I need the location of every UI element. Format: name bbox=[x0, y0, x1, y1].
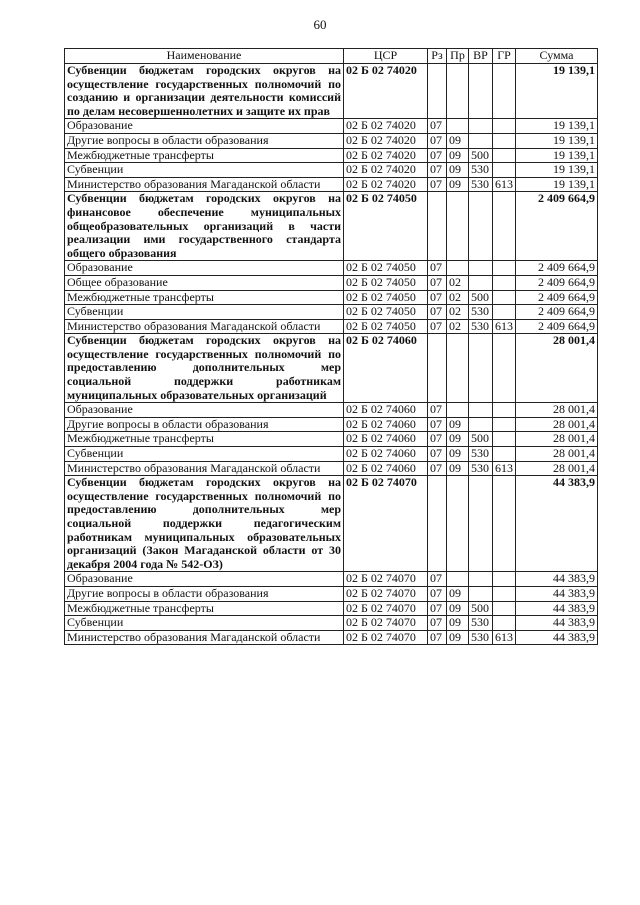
cell-csr: 02 Б 02 74060 bbox=[344, 417, 428, 432]
cell-rz: 07 bbox=[428, 461, 447, 476]
cell-pr: 09 bbox=[447, 148, 469, 163]
cell-gr bbox=[493, 133, 516, 148]
cell-gr bbox=[493, 403, 516, 418]
cell-vr: 500 bbox=[469, 601, 493, 616]
cell-sum: 44 383,9 bbox=[516, 572, 598, 587]
cell-sum: 19 139,1 bbox=[516, 163, 598, 178]
cell-rz: 07 bbox=[428, 586, 447, 601]
cell-rz: 07 bbox=[428, 616, 447, 631]
cell-name: Министерство образования Магаданской области bbox=[65, 461, 344, 476]
cell-csr: 02 Б 02 74050 bbox=[344, 319, 428, 334]
table-row bbox=[65, 572, 598, 587]
cell-csr: 02 Б 02 74060 bbox=[344, 334, 428, 403]
header-gr: ГР bbox=[493, 49, 516, 64]
cell-name: Министерство образования Магаданской области bbox=[65, 319, 344, 334]
cell-gr bbox=[493, 447, 516, 462]
cell-gr bbox=[493, 417, 516, 432]
cell-gr bbox=[493, 305, 516, 320]
cell-gr bbox=[493, 616, 516, 631]
cell-vr bbox=[469, 119, 493, 134]
cell-sum: 2 409 664,9 bbox=[516, 275, 598, 290]
cell-rz: 07 bbox=[428, 148, 447, 163]
cell-name: Общее образование bbox=[65, 275, 344, 290]
cell-pr bbox=[447, 192, 469, 261]
cell-pr: 09 bbox=[447, 601, 469, 616]
cell-csr: 02 Б 02 74020 bbox=[344, 148, 428, 163]
cell-pr: 09 bbox=[447, 177, 469, 192]
cell-vr bbox=[469, 261, 493, 276]
table-row bbox=[65, 163, 598, 178]
table-row bbox=[65, 290, 598, 305]
header-csr: ЦСР bbox=[344, 49, 428, 64]
cell-rz: 07 bbox=[428, 601, 447, 616]
cell-name: Образование bbox=[65, 403, 344, 418]
cell-rz: 07 bbox=[428, 290, 447, 305]
cell-rz bbox=[428, 476, 447, 572]
cell-vr bbox=[469, 133, 493, 148]
cell-sum: 2 409 664,9 bbox=[516, 319, 598, 334]
cell-pr: 09 bbox=[447, 461, 469, 476]
cell-vr: 530 bbox=[469, 461, 493, 476]
cell-rz: 07 bbox=[428, 319, 447, 334]
cell-gr bbox=[493, 192, 516, 261]
table-row bbox=[65, 177, 598, 192]
cell-vr bbox=[469, 476, 493, 572]
header-sum: Сумма bbox=[516, 49, 598, 64]
cell-pr: 02 bbox=[447, 319, 469, 334]
cell-name: Субвенции бюджетам городских округов на осуществление государственных полномочий по предоставлению дополнительных мер социальной поддержки работникам муниципальных образовательных организаций bbox=[65, 334, 344, 403]
cell-csr: 02 Б 02 74020 bbox=[344, 177, 428, 192]
cell-sum: 44 383,9 bbox=[516, 601, 598, 616]
cell-sum: 19 139,1 bbox=[516, 177, 598, 192]
cell-name: Образование bbox=[65, 572, 344, 587]
cell-rz: 07 bbox=[428, 275, 447, 290]
table-body bbox=[65, 64, 598, 645]
cell-sum: 2 409 664,9 bbox=[516, 261, 598, 276]
cell-name: Межбюджетные трансферты bbox=[65, 601, 344, 616]
header-vr: ВР bbox=[469, 49, 493, 64]
cell-rz: 07 bbox=[428, 447, 447, 462]
table-row bbox=[65, 447, 598, 462]
table-row bbox=[65, 630, 598, 645]
cell-vr: 530 bbox=[469, 447, 493, 462]
cell-rz: 07 bbox=[428, 119, 447, 134]
cell-vr bbox=[469, 192, 493, 261]
cell-vr: 530 bbox=[469, 319, 493, 334]
cell-vr: 530 bbox=[469, 630, 493, 645]
cell-sum: 28 001,4 bbox=[516, 403, 598, 418]
cell-sum: 28 001,4 bbox=[516, 417, 598, 432]
cell-pr bbox=[447, 572, 469, 587]
cell-vr: 530 bbox=[469, 163, 493, 178]
cell-name: Министерство образования Магаданской области bbox=[65, 630, 344, 645]
cell-vr: 500 bbox=[469, 148, 493, 163]
table-header bbox=[65, 49, 598, 64]
cell-rz: 07 bbox=[428, 403, 447, 418]
cell-gr: 613 bbox=[493, 630, 516, 645]
table-row bbox=[65, 119, 598, 134]
cell-rz bbox=[428, 334, 447, 403]
cell-csr: 02 Б 02 74070 bbox=[344, 601, 428, 616]
cell-rz: 07 bbox=[428, 177, 447, 192]
cell-sum: 19 139,1 bbox=[516, 119, 598, 134]
cell-pr bbox=[447, 476, 469, 572]
cell-pr: 09 bbox=[447, 586, 469, 601]
cell-sum: 2 409 664,9 bbox=[516, 305, 598, 320]
table-row bbox=[65, 616, 598, 631]
cell-csr: 02 Б 02 74060 bbox=[344, 403, 428, 418]
cell-pr: 02 bbox=[447, 290, 469, 305]
table-row bbox=[65, 417, 598, 432]
cell-pr: 09 bbox=[447, 432, 469, 447]
cell-vr: 500 bbox=[469, 290, 493, 305]
header-row bbox=[65, 49, 598, 64]
cell-sum: 44 383,9 bbox=[516, 586, 598, 601]
cell-vr: 530 bbox=[469, 177, 493, 192]
cell-pr bbox=[447, 119, 469, 134]
cell-pr bbox=[447, 261, 469, 276]
cell-vr: 530 bbox=[469, 616, 493, 631]
cell-pr: 02 bbox=[447, 305, 469, 320]
cell-csr: 02 Б 02 74070 bbox=[344, 572, 428, 587]
cell-pr: 09 bbox=[447, 630, 469, 645]
header-name: Наименование bbox=[65, 49, 344, 64]
cell-gr: 613 bbox=[493, 177, 516, 192]
cell-vr bbox=[469, 275, 493, 290]
cell-name: Субвенции bbox=[65, 305, 344, 320]
cell-vr bbox=[469, 572, 493, 587]
cell-csr: 02 Б 02 74050 bbox=[344, 261, 428, 276]
cell-gr bbox=[493, 432, 516, 447]
cell-rz bbox=[428, 64, 447, 119]
cell-sum: 19 139,1 bbox=[516, 64, 598, 119]
budget-table bbox=[64, 48, 598, 645]
cell-csr: 02 Б 02 74060 bbox=[344, 461, 428, 476]
cell-csr: 02 Б 02 74050 bbox=[344, 192, 428, 261]
cell-sum: 19 139,1 bbox=[516, 148, 598, 163]
cell-vr bbox=[469, 417, 493, 432]
cell-pr bbox=[447, 403, 469, 418]
cell-gr bbox=[493, 148, 516, 163]
cell-sum: 28 001,4 bbox=[516, 334, 598, 403]
cell-sum: 44 383,9 bbox=[516, 630, 598, 645]
cell-rz: 07 bbox=[428, 630, 447, 645]
cell-pr: 09 bbox=[447, 417, 469, 432]
cell-name: Образование bbox=[65, 261, 344, 276]
cell-csr: 02 Б 02 74060 bbox=[344, 432, 428, 447]
cell-name: Другие вопросы в области образования bbox=[65, 417, 344, 432]
cell-gr bbox=[493, 586, 516, 601]
page-number: 60 bbox=[313, 17, 327, 32]
cell-gr bbox=[493, 334, 516, 403]
cell-csr: 02 Б 02 74020 bbox=[344, 163, 428, 178]
cell-csr: 02 Б 02 74070 bbox=[344, 586, 428, 601]
cell-vr bbox=[469, 586, 493, 601]
cell-csr: 02 Б 02 74050 bbox=[344, 275, 428, 290]
cell-name: Другие вопросы в области образования bbox=[65, 586, 344, 601]
cell-rz: 07 bbox=[428, 432, 447, 447]
cell-sum: 28 001,4 bbox=[516, 447, 598, 462]
cell-sum: 44 383,9 bbox=[516, 616, 598, 631]
cell-rz: 07 bbox=[428, 305, 447, 320]
cell-sum: 44 383,9 bbox=[516, 476, 598, 572]
cell-csr: 02 Б 02 74020 bbox=[344, 133, 428, 148]
cell-pr: 09 bbox=[447, 133, 469, 148]
cell-csr: 02 Б 02 74050 bbox=[344, 290, 428, 305]
header-rz: Рз bbox=[428, 49, 447, 64]
cell-vr: 530 bbox=[469, 305, 493, 320]
cell-name: Субвенции bbox=[65, 447, 344, 462]
cell-gr bbox=[493, 601, 516, 616]
cell-name: Субвенции bbox=[65, 616, 344, 631]
cell-rz: 07 bbox=[428, 261, 447, 276]
cell-pr: 09 bbox=[447, 163, 469, 178]
cell-sum: 28 001,4 bbox=[516, 461, 598, 476]
cell-csr: 02 Б 02 74060 bbox=[344, 447, 428, 462]
cell-pr bbox=[447, 334, 469, 403]
cell-pr: 02 bbox=[447, 275, 469, 290]
cell-gr bbox=[493, 119, 516, 134]
table-row bbox=[65, 305, 598, 320]
cell-name: Межбюджетные трансферты bbox=[65, 148, 344, 163]
cell-gr: 613 bbox=[493, 319, 516, 334]
table-row bbox=[65, 432, 598, 447]
cell-gr bbox=[493, 64, 516, 119]
cell-sum: 2 409 664,9 bbox=[516, 290, 598, 305]
table-row bbox=[65, 275, 598, 290]
cell-rz: 07 bbox=[428, 572, 447, 587]
cell-csr: 02 Б 02 74020 bbox=[344, 119, 428, 134]
cell-gr bbox=[493, 163, 516, 178]
cell-name: Субвенции bbox=[65, 163, 344, 178]
cell-rz: 07 bbox=[428, 133, 447, 148]
table-row bbox=[65, 261, 598, 276]
cell-name: Образование bbox=[65, 119, 344, 134]
cell-vr bbox=[469, 334, 493, 403]
cell-vr bbox=[469, 403, 493, 418]
table-row bbox=[65, 461, 598, 476]
cell-name: Межбюджетные трансферты bbox=[65, 290, 344, 305]
cell-rz: 07 bbox=[428, 163, 447, 178]
cell-rz bbox=[428, 192, 447, 261]
cell-name: Другие вопросы в области образования bbox=[65, 133, 344, 148]
cell-gr bbox=[493, 476, 516, 572]
cell-rz: 07 bbox=[428, 417, 447, 432]
cell-gr: 613 bbox=[493, 461, 516, 476]
cell-csr: 02 Б 02 74070 bbox=[344, 476, 428, 572]
cell-csr: 02 Б 02 74020 bbox=[344, 64, 428, 119]
cell-gr bbox=[493, 275, 516, 290]
table-row-section bbox=[65, 334, 598, 403]
table-row bbox=[65, 403, 598, 418]
table-row-section bbox=[65, 476, 598, 572]
table-row bbox=[65, 319, 598, 334]
cell-name: Субвенции бюджетам городских округов на осуществление государственных полномочий по созданию и организации деятельности комиссий по делам несовершеннолетних и защите их прав bbox=[65, 64, 344, 119]
cell-name: Межбюджетные трансферты bbox=[65, 432, 344, 447]
cell-sum: 19 139,1 bbox=[516, 133, 598, 148]
table-row bbox=[65, 133, 598, 148]
table-row bbox=[65, 601, 598, 616]
cell-name: Министерство образования Магаданской области bbox=[65, 177, 344, 192]
table-row-section bbox=[65, 192, 598, 261]
table-row bbox=[65, 586, 598, 601]
cell-csr: 02 Б 02 74050 bbox=[344, 305, 428, 320]
cell-name: Субвенции бюджетам городских округов на финансовое обеспечение муниципальных общеобразовательных организаций в части реализации ими государственного стандарта общего образования bbox=[65, 192, 344, 261]
cell-sum: 28 001,4 bbox=[516, 432, 598, 447]
cell-sum: 2 409 664,9 bbox=[516, 192, 598, 261]
cell-vr bbox=[469, 64, 493, 119]
cell-pr: 09 bbox=[447, 616, 469, 631]
cell-csr: 02 Б 02 74070 bbox=[344, 616, 428, 631]
cell-csr: 02 Б 02 74070 bbox=[344, 630, 428, 645]
cell-gr bbox=[493, 261, 516, 276]
table-row bbox=[65, 148, 598, 163]
cell-gr bbox=[493, 572, 516, 587]
cell-name: Субвенции бюджетам городских округов на осуществление государственных полномочий по предоставлению дополнительных мер социальной поддержки педагогическим работникам муниципальных образовательных организаций (Закон Магаданской области от 30 декабря 2004 года № 542-ОЗ) bbox=[65, 476, 344, 572]
cell-vr: 500 bbox=[469, 432, 493, 447]
cell-pr: 09 bbox=[447, 447, 469, 462]
table-row-section bbox=[65, 64, 598, 119]
cell-gr bbox=[493, 290, 516, 305]
header-pr: Пр bbox=[447, 49, 469, 64]
cell-pr bbox=[447, 64, 469, 119]
